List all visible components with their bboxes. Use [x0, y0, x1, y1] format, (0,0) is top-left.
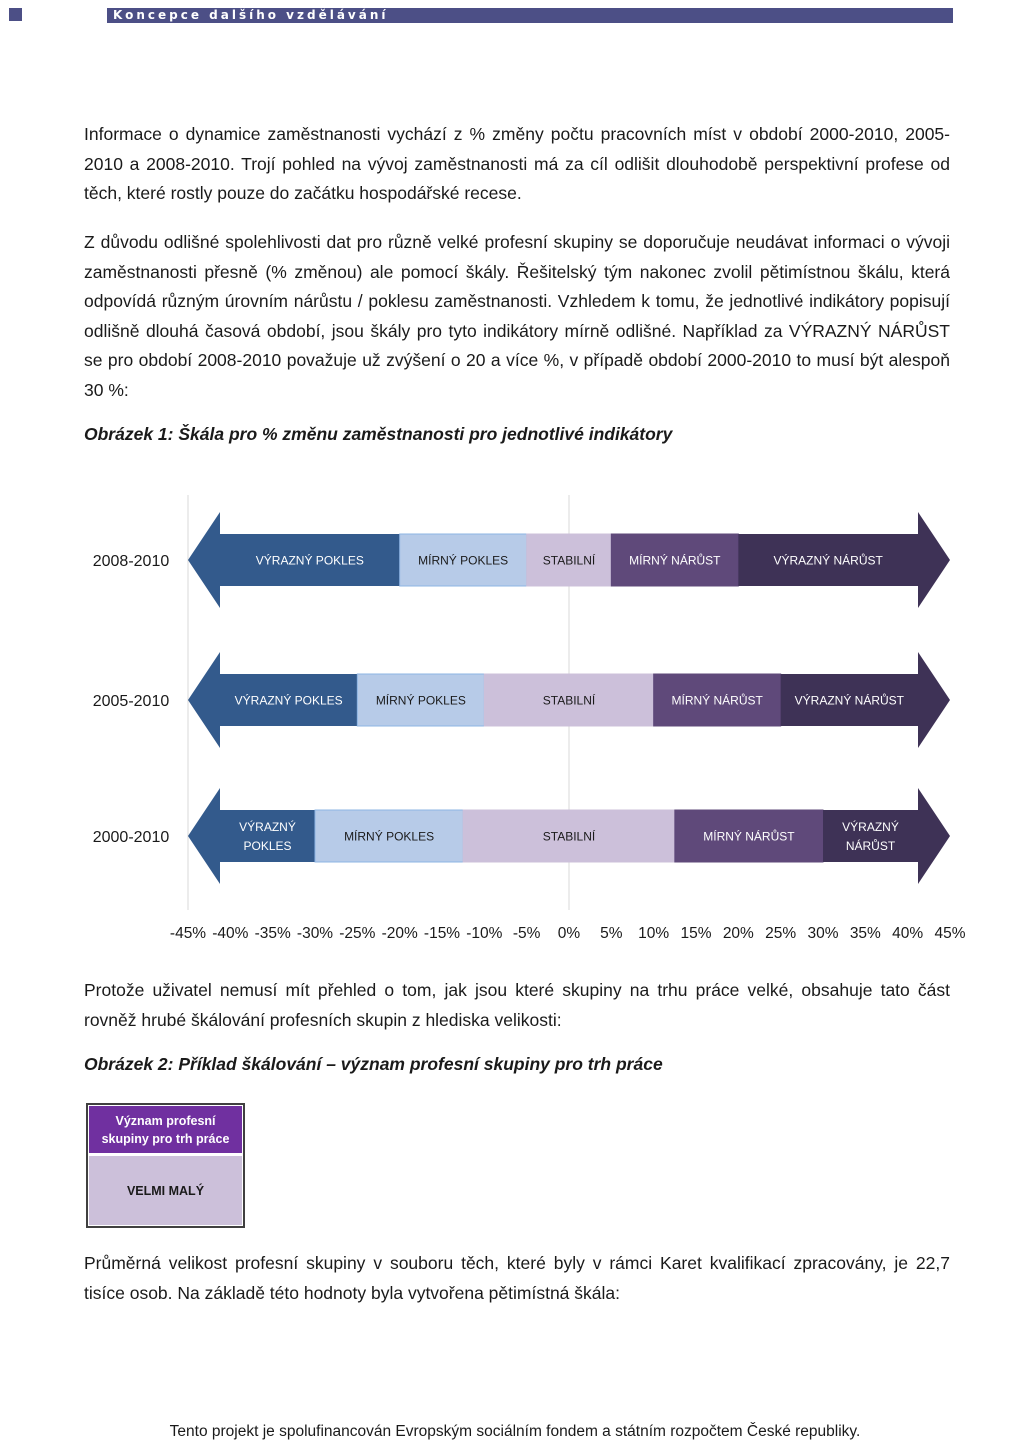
scale-segment-label: MÍRNÝ POKLES	[344, 829, 435, 844]
header-title: Koncepce dalšího vzdělávání	[107, 8, 953, 23]
x-tick-label: 10%	[638, 925, 670, 942]
importance-box-header: Význam profesní skupiny pro trh práce	[89, 1106, 242, 1153]
scale-segment-label: NÁRŮST	[845, 839, 896, 853]
figure2-caption: Obrázek 2: Příklad škálování – význam profesní skupiny pro trh práce	[84, 1054, 663, 1074]
importance-box	[86, 1103, 245, 1228]
x-tick-label: 45%	[934, 925, 966, 942]
x-tick-label: -45%	[169, 925, 207, 942]
scale-segment-label: VÝRAZNÝ	[239, 820, 296, 834]
scale-segment-label: STABILNÍ	[542, 829, 596, 844]
x-tick-label: 35%	[849, 925, 881, 942]
row-label: 2000-2010	[92, 829, 170, 846]
scale-segment-label: MÍRNÝ NÁRŮST	[703, 829, 795, 844]
paragraph-scale: Z důvodu odlišné spolehlivosti dat pro různě velké profesní skupiny se doporučuje neudávat informaci o vývoji zaměstnanosti přesně (% změnou) ale pomocí škály. Řešitelský tým nakonec zvolil pětimístnou škálu, která odpovídá různým úrovním nárůstu / poklesu zaměstnanosti. Vzhledem k tomu, že jednotlivé indikátory popisují odlišně dlouhá časová období, jsou škály pro tyto indikátory mírně odlišné. Například za VÝRAZNÝ NÁRŮST se pro období 2008-2010 považuje už zvýšení o 20 a více %, v případě období 2000-2010 to musí být alespoň 30 %:	[84, 232, 950, 400]
x-tick-label: -20%	[381, 925, 418, 942]
scale-segment-label: MÍRNÝ POKLES	[375, 693, 466, 708]
row-label: 2005-2010	[92, 693, 170, 710]
scale-segment-label: MÍRNÝ NÁRŮST	[629, 553, 721, 568]
x-tick-label: -25%	[339, 925, 376, 942]
scale-segment-label: MÍRNÝ POKLES	[418, 553, 509, 568]
x-tick-label: 15%	[680, 925, 712, 942]
page-footer: Tento projekt je spolufinancován Evropským sociálním fondem a státním rozpočtem České republiky.	[169, 1423, 861, 1440]
row-label: 2008-2010	[92, 553, 170, 570]
x-tick-label: 40%	[892, 925, 924, 942]
x-tick-label: -40%	[212, 925, 249, 942]
scale-segment-label: STABILNÍ	[542, 553, 596, 568]
x-tick-label: 20%	[722, 925, 754, 942]
scale-chart-svg	[0, 480, 966, 950]
x-tick-label: -30%	[296, 925, 334, 942]
scale-segment-label: VÝRAZNÝ POKLES	[234, 693, 343, 708]
x-tick-label: 30%	[807, 925, 839, 942]
x-tick-label: 0%	[557, 925, 581, 942]
scale-chart	[0, 480, 966, 950]
scale-segment-label: VÝRAZNÝ	[842, 820, 899, 834]
x-tick-label: -5%	[512, 925, 541, 942]
x-tick-label: -35%	[254, 925, 291, 942]
paragraph-average: Průměrná velikost profesní skupiny v souboru těch, které byly v rámci Karet kvalifikací zpracovány, je 22,7 tisíce osob. Na základě této hodnoty byla vytvořena pětimístná škála:	[84, 1253, 950, 1303]
scale-segment-label: STABILNÍ	[542, 693, 596, 708]
header-square-icon	[9, 8, 22, 21]
scale-segment-label: VÝRAZNÝ NÁRŮST	[794, 693, 905, 708]
paragraph-intro: Informace o dynamice zaměstnanosti vychází z % změny počtu pracovních míst v období 2000-2010, 2005-2010 a 2008-2010. Trojí pohled na vývoj zaměstnanosti má za cíl odlišit dlouhodobě perspektivní profese od těch, které rostly pouze do začátku hospodářské recese.	[84, 124, 950, 203]
scale-segment-label: VÝRAZNÝ NÁRŮST	[773, 553, 883, 568]
figure1-caption: Obrázek 1: Škála pro % změnu zaměstnanosti pro jednotlivé indikátory	[84, 424, 673, 444]
x-tick-label: -15%	[423, 925, 461, 942]
importance-box-value: VELMI MALÝ	[89, 1156, 242, 1225]
scale-segment-label: VÝRAZNÝ POKLES	[255, 553, 364, 568]
x-tick-label: -10%	[466, 925, 503, 942]
scale-segment-arrow-left	[188, 788, 315, 884]
scale-segment-label: POKLES	[243, 839, 292, 853]
x-tick-label: 5%	[600, 925, 623, 942]
scale-segment-arrow-right	[823, 788, 950, 884]
page-header	[0, 0, 960, 30]
x-tick-label: 25%	[765, 925, 797, 942]
scale-segment-label: MÍRNÝ NÁRŮST	[671, 693, 763, 708]
paragraph-size: Protože uživatel nemusí mít přehled o tom, jak jsou které skupiny na trhu práce velké, obsahuje tato část rovněž hrubé škálování profesních skupin z hlediska velikosti:	[84, 980, 950, 1030]
